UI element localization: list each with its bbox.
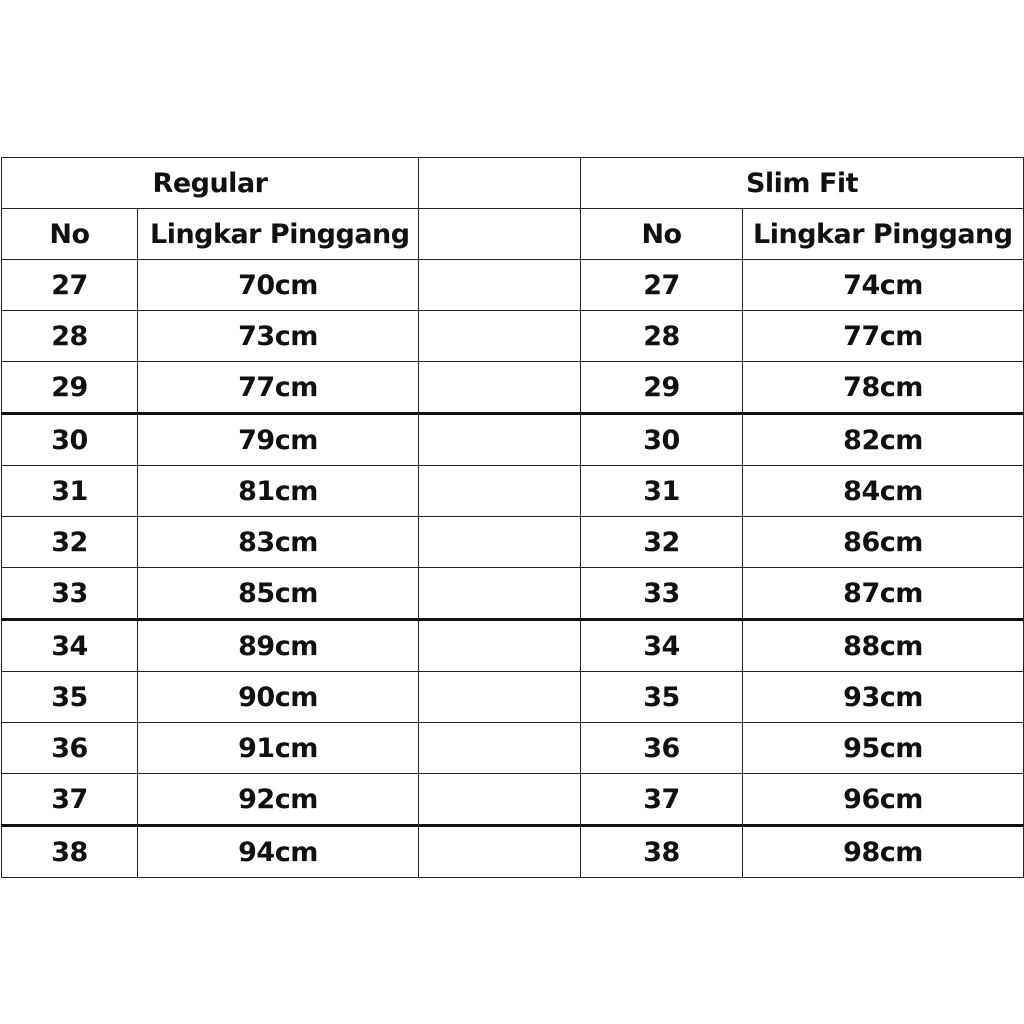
blank-cell bbox=[419, 466, 581, 517]
regular-no-cell: 35 bbox=[2, 672, 138, 723]
blank-cell bbox=[419, 414, 581, 466]
blank-cell bbox=[419, 311, 581, 362]
slim-fit-waist-cell: 98cm bbox=[743, 826, 1024, 878]
slim-fit-waist-cell: 88cm bbox=[743, 620, 1024, 672]
regular-waist-cell: 70cm bbox=[138, 260, 419, 311]
regular-no-cell: 28 bbox=[2, 311, 138, 362]
regular-waist-cell: 83cm bbox=[138, 517, 419, 568]
slim-fit-no-cell: 32 bbox=[581, 517, 743, 568]
table-row bbox=[2, 311, 1024, 362]
slim-fit-waist-cell: 95cm bbox=[743, 723, 1024, 774]
slim-fit-waist-cell: 86cm bbox=[743, 517, 1024, 568]
table-row bbox=[2, 568, 1024, 620]
blank-cell bbox=[419, 362, 581, 414]
slim-fit-waist-header: Lingkar Pinggang bbox=[743, 209, 1024, 260]
regular-waist-cell: 92cm bbox=[138, 774, 419, 826]
table-row bbox=[2, 672, 1024, 723]
regular-no-cell: 38 bbox=[2, 826, 138, 878]
regular-waist-cell: 89cm bbox=[138, 620, 419, 672]
regular-waist-cell: 81cm bbox=[138, 466, 419, 517]
regular-no-cell: 37 bbox=[2, 774, 138, 826]
slim-fit-waist-cell: 77cm bbox=[743, 311, 1024, 362]
slim-fit-no-cell: 38 bbox=[581, 826, 743, 878]
slim-fit-no-cell: 30 bbox=[581, 414, 743, 466]
slim-fit-waist-cell: 74cm bbox=[743, 260, 1024, 311]
regular-no-cell: 34 bbox=[2, 620, 138, 672]
blank-cell bbox=[419, 826, 581, 878]
slim-fit-title: Slim Fit bbox=[581, 158, 1024, 209]
regular-no-cell: 33 bbox=[2, 568, 138, 620]
table-row bbox=[2, 826, 1024, 878]
regular-no-cell: 29 bbox=[2, 362, 138, 414]
slim-fit-no-cell: 31 bbox=[581, 466, 743, 517]
regular-no-cell: 36 bbox=[2, 723, 138, 774]
blank-cell bbox=[419, 672, 581, 723]
regular-waist-header: Lingkar Pinggang bbox=[138, 209, 419, 260]
blank-cell bbox=[419, 568, 581, 620]
slim-fit-waist-cell: 84cm bbox=[743, 466, 1024, 517]
blank-cell bbox=[419, 158, 581, 209]
table-row bbox=[2, 620, 1024, 672]
table-row bbox=[2, 466, 1024, 517]
regular-no-cell: 27 bbox=[2, 260, 138, 311]
slim-fit-no-header: No bbox=[581, 209, 743, 260]
size-chart-table bbox=[1, 157, 1024, 878]
regular-waist-cell: 90cm bbox=[138, 672, 419, 723]
regular-waist-cell: 79cm bbox=[138, 414, 419, 466]
regular-no-cell: 31 bbox=[2, 466, 138, 517]
table-row bbox=[2, 774, 1024, 826]
regular-waist-cell: 77cm bbox=[138, 362, 419, 414]
blank-cell bbox=[419, 517, 581, 568]
regular-waist-cell: 94cm bbox=[138, 826, 419, 878]
slim-fit-waist-cell: 78cm bbox=[743, 362, 1024, 414]
group-title-row bbox=[2, 158, 1024, 209]
blank-cell bbox=[419, 774, 581, 826]
blank-cell bbox=[419, 723, 581, 774]
slim-fit-no-cell: 36 bbox=[581, 723, 743, 774]
slim-fit-waist-cell: 82cm bbox=[743, 414, 1024, 466]
slim-fit-no-cell: 29 bbox=[581, 362, 743, 414]
blank-cell bbox=[419, 620, 581, 672]
blank-cell bbox=[419, 209, 581, 260]
regular-title: Regular bbox=[2, 158, 419, 209]
slim-fit-waist-cell: 93cm bbox=[743, 672, 1024, 723]
slim-fit-no-cell: 37 bbox=[581, 774, 743, 826]
regular-no-cell: 30 bbox=[2, 414, 138, 466]
table-row bbox=[2, 362, 1024, 414]
regular-no-cell: 32 bbox=[2, 517, 138, 568]
blank-cell bbox=[419, 260, 581, 311]
slim-fit-no-cell: 28 bbox=[581, 311, 743, 362]
regular-waist-cell: 85cm bbox=[138, 568, 419, 620]
regular-waist-cell: 91cm bbox=[138, 723, 419, 774]
slim-fit-no-cell: 33 bbox=[581, 568, 743, 620]
table-row bbox=[2, 260, 1024, 311]
regular-no-header: No bbox=[2, 209, 138, 260]
table-row bbox=[2, 723, 1024, 774]
column-header-row bbox=[2, 209, 1024, 260]
regular-waist-cell: 73cm bbox=[138, 311, 419, 362]
slim-fit-no-cell: 35 bbox=[581, 672, 743, 723]
table-row bbox=[2, 414, 1024, 466]
size-chart-body bbox=[2, 158, 1024, 878]
slim-fit-no-cell: 34 bbox=[581, 620, 743, 672]
slim-fit-waist-cell: 96cm bbox=[743, 774, 1024, 826]
table-row bbox=[2, 517, 1024, 568]
slim-fit-no-cell: 27 bbox=[581, 260, 743, 311]
slim-fit-waist-cell: 87cm bbox=[743, 568, 1024, 620]
